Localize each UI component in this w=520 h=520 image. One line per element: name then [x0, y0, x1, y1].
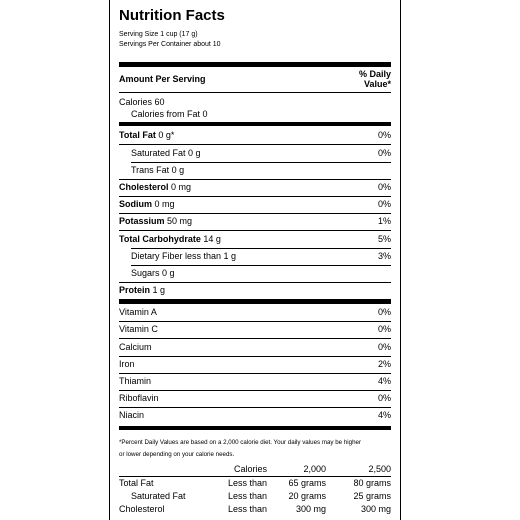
vitamin-name: Iron	[119, 359, 135, 369]
reference-cell: Saturated Fat	[131, 491, 186, 501]
nutrient-dv: 0%	[377, 130, 391, 140]
nutrient-row-sodium	[119, 196, 391, 213]
thick-divider	[119, 62, 391, 67]
nutrient-row-total-carbohydrate	[119, 231, 391, 248]
reference-cell: 300 mg	[295, 504, 326, 514]
nutrient-row-trans-fat	[119, 162, 391, 179]
vitamin-name: Calcium	[119, 342, 152, 352]
nutrient-dv: 1%	[377, 216, 391, 226]
medium-divider	[119, 426, 391, 430]
servings-per-container: Servings Per Container about 10	[119, 41, 221, 48]
amount-per-serving-heading: Amount Per Serving	[119, 74, 206, 84]
vitamin-row-iron	[119, 356, 391, 373]
nutrient-row-cholesterol	[119, 179, 391, 196]
reference-header-cell: Calories	[233, 464, 267, 474]
vitamin-name: Riboflavin	[119, 393, 159, 403]
vitamin-row-vitamin-a	[119, 304, 391, 321]
vitamin-dv: 0%	[377, 342, 391, 352]
nutrient-name: Dietary Fiber less than 1 g	[131, 251, 237, 261]
nutrient-row-dietary-fiber	[119, 248, 391, 265]
daily-value-heading	[359, 69, 391, 89]
nutrient-name: Total Fat 0 g*	[119, 130, 175, 140]
nutrition-facts-label	[109, 0, 401, 520]
reference-cell: 80 grams	[353, 478, 391, 488]
nutrient-name: Sugars 0 g	[131, 268, 175, 278]
nutrient-row-sugars	[119, 265, 391, 282]
footnote-line: *Percent Daily Values are based on a 2,000 calorie diet. Your daily values may be higher	[119, 439, 362, 446]
vitamin-name: Vitamin C	[119, 324, 158, 334]
vitamin-dv: 0%	[377, 307, 391, 317]
vitamin-name: Thiamin	[119, 376, 152, 386]
calories-value: Calories 60	[119, 97, 165, 107]
reference-cell: 25 grams	[353, 491, 391, 501]
vitamin-name: Niacin	[119, 410, 145, 420]
nutrient-name: Sodium 0 mg	[119, 199, 175, 209]
vitamin-row-thiamin	[119, 373, 391, 390]
label-title: Nutrition Facts	[119, 7, 225, 24]
footnote	[119, 437, 391, 461]
nutrient-row-potassium	[119, 213, 391, 230]
nutrient-name: Cholesterol 0 mg	[119, 182, 192, 192]
vitamin-dv: 4%	[377, 410, 391, 420]
reference-header-cell: 2,000	[303, 464, 326, 474]
vitamin-dv: 2%	[377, 359, 391, 369]
reference-cell: Less than	[227, 504, 267, 514]
nutrient-dv: 3%	[377, 251, 391, 261]
daily-value-heading-line1: % Daily	[358, 69, 391, 79]
daily-value-heading-line2: Value*	[363, 79, 391, 89]
nutrient-name: Total Carbohydrate 14 g	[119, 234, 221, 244]
reference-cell: 20 grams	[288, 491, 326, 501]
vitamin-row-vitamin-c	[119, 321, 391, 338]
reference-header-cell: 2,500	[368, 464, 391, 474]
nutrient-name: Protein 1 g	[119, 285, 166, 295]
nutrient-row-saturated-fat	[119, 145, 391, 162]
vitamin-dv: 0%	[377, 393, 391, 403]
vitamin-dv: 4%	[377, 376, 391, 386]
footnote-line: or lower depending on your calorie needs.	[119, 451, 235, 458]
nutrient-name: Saturated Fat 0 g	[131, 148, 201, 158]
nutrient-name: Potassium 50 mg	[119, 216, 193, 226]
serving-size: Serving Size 1 cup (17 g)	[119, 31, 198, 38]
reference-cell: Less than	[227, 478, 267, 488]
reference-cell: Less than	[227, 491, 267, 501]
divider	[119, 92, 391, 93]
vitamin-row-riboflavin	[119, 390, 391, 407]
medium-divider	[119, 122, 391, 126]
reference-cell: Total Fat	[119, 478, 154, 488]
nutrient-row-total-fat	[119, 127, 391, 144]
vitamin-name: Vitamin A	[119, 307, 157, 317]
reference-cell: 300 mg	[360, 504, 391, 514]
vitamin-row-calcium	[119, 339, 391, 356]
calories-from-fat: Calories from Fat 0	[131, 109, 208, 119]
nutrient-dv: 0%	[377, 182, 391, 192]
vitamin-row-niacin	[119, 407, 391, 424]
nutrient-row-protein	[119, 282, 391, 299]
vitamin-dv: 0%	[377, 324, 391, 334]
reference-cell: 65 grams	[288, 478, 326, 488]
nutrient-dv: 5%	[377, 234, 391, 244]
reference-cell: Cholesterol	[119, 504, 165, 514]
nutrient-dv: 0%	[377, 148, 391, 158]
nutrient-dv: 0%	[377, 199, 391, 209]
nutrient-name: Trans Fat 0 g	[131, 165, 185, 175]
